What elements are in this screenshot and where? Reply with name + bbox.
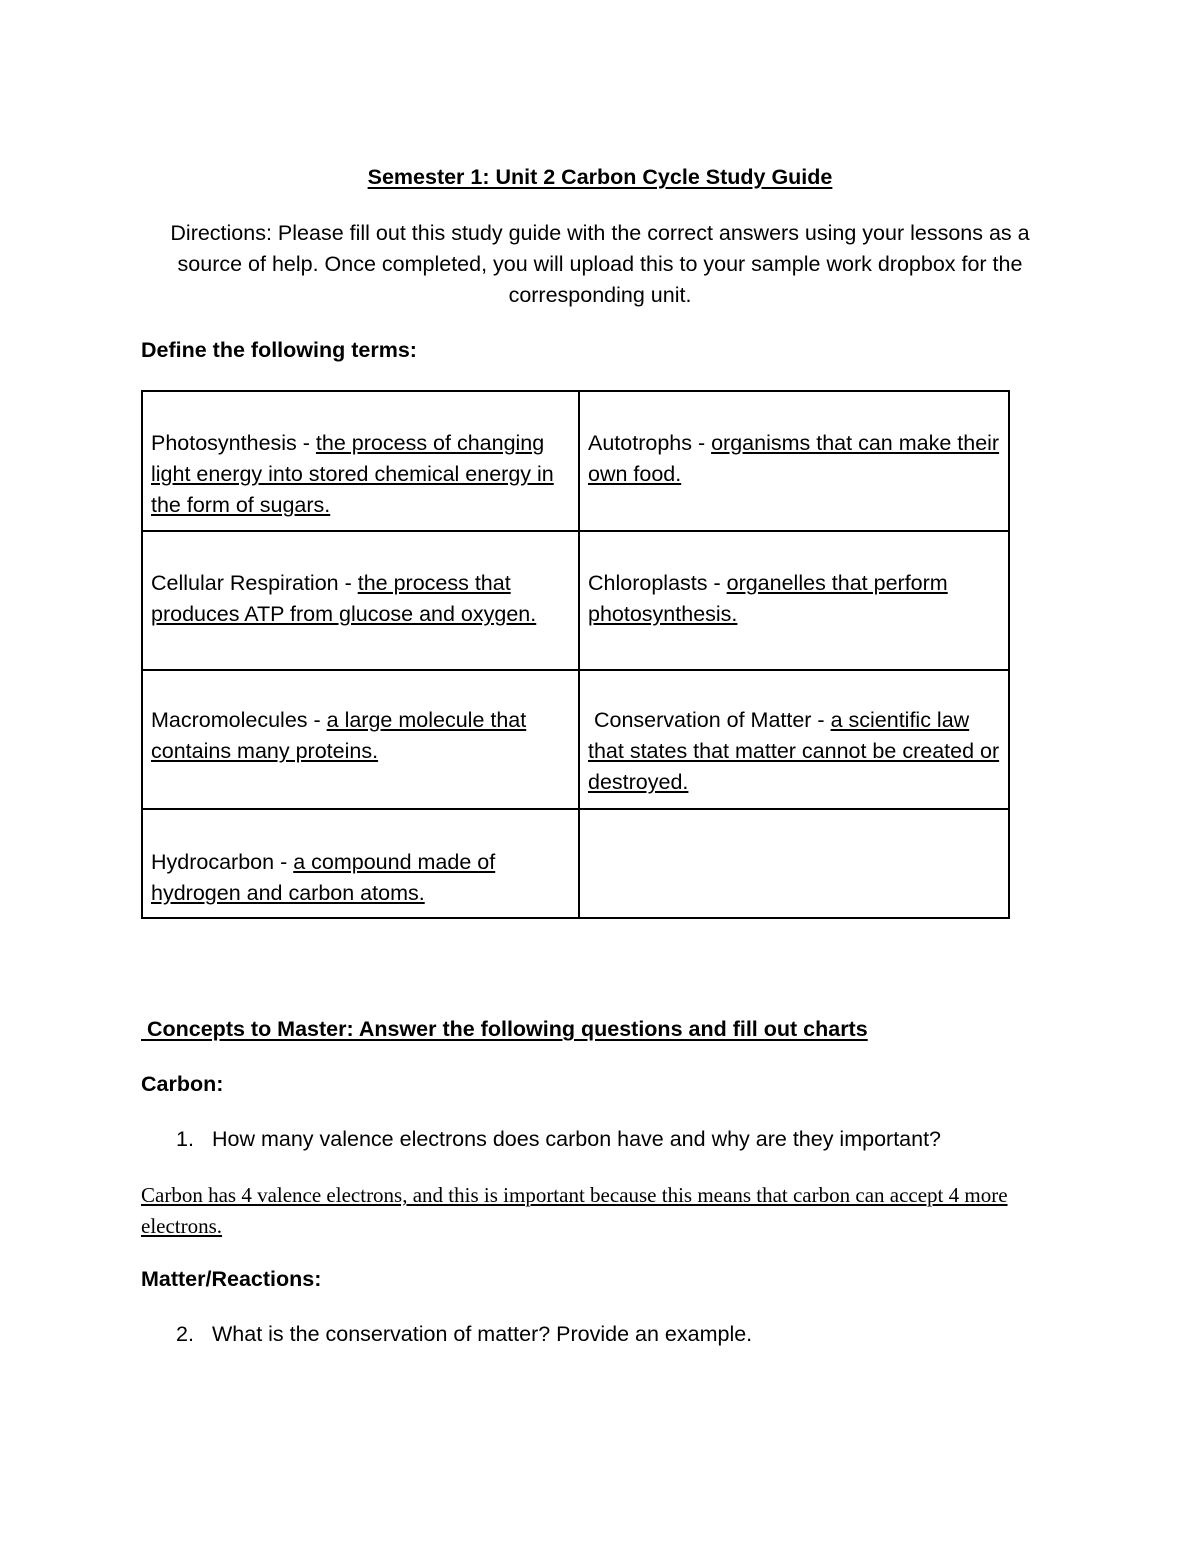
table-row [142, 531, 1009, 670]
term-cell-cellular-respiration [142, 531, 579, 670]
concepts-heading: Concepts to Master: Answer the following questions and fill out charts [141, 1017, 868, 1041]
term-cell-chloroplasts [579, 531, 1009, 670]
table-row [142, 670, 1009, 809]
term-definition: the process that produces ATP from glucose and oxygen. [151, 571, 537, 626]
term-label: Autotrophs - [588, 431, 712, 455]
question-1 [176, 1127, 941, 1152]
question-2 [176, 1322, 752, 1347]
term-label: Conservation of Matter - [588, 708, 831, 732]
answer-1: Carbon has 4 valence electrons, and this is important because this means that carbon can accept 4 more electrons. [141, 1183, 1008, 1238]
carbon-heading: Carbon: [141, 1072, 224, 1096]
term-label: Cellular Respiration - [151, 571, 358, 595]
term-cell-photosynthesis [142, 391, 579, 531]
term-definition: a large molecule that contains many proteins. [151, 708, 527, 763]
term-definition: a compound made of hydrogen and carbon atoms. [151, 850, 496, 905]
term-definition: a scientific law that states that matter cannot be created or destroyed. [588, 708, 1000, 794]
term-label: Photosynthesis - [151, 431, 316, 455]
question-text: How many valence electrons does carbon have and why are they important? [212, 1127, 942, 1151]
term-definition: organisms that can make their own food. [588, 431, 1000, 486]
term-label: Hydrocarbon - [151, 850, 294, 874]
term-cell-hydrocarbon [142, 809, 579, 918]
question-text: What is the conservation of matter? Provide an example. [212, 1322, 753, 1346]
directions-text: Directions: Please fill out this study guide with the correct answers using your lessons as a source of help. Once completed, you will upload this to your sample work dropbox for the corresponding unit. [170, 221, 1030, 307]
terms-table [141, 390, 1010, 919]
term-label: Macromolecules - [151, 708, 327, 732]
term-cell-autotrophs [579, 391, 1009, 531]
question-number: 2. [176, 1322, 194, 1346]
table-row [142, 809, 1009, 918]
term-label: Chloroplasts - [588, 571, 727, 595]
term-cell-conservation-of-matter [579, 670, 1009, 809]
term-definition: the process of changing light energy into stored chemical energy in the form of sugars. [151, 431, 554, 517]
term-cell-macromolecules [142, 670, 579, 809]
question-number: 1. [176, 1127, 194, 1151]
term-definition: organelles that perform photosynthesis. [588, 571, 948, 626]
page-title: Semester 1: Unit 2 Carbon Cycle Study Guide [367, 165, 833, 189]
table-row [142, 391, 1009, 531]
empty-cell [579, 809, 1009, 918]
matter-reactions-heading: Matter/Reactions: [141, 1267, 322, 1291]
define-terms-heading: Define the following terms: [141, 338, 417, 362]
